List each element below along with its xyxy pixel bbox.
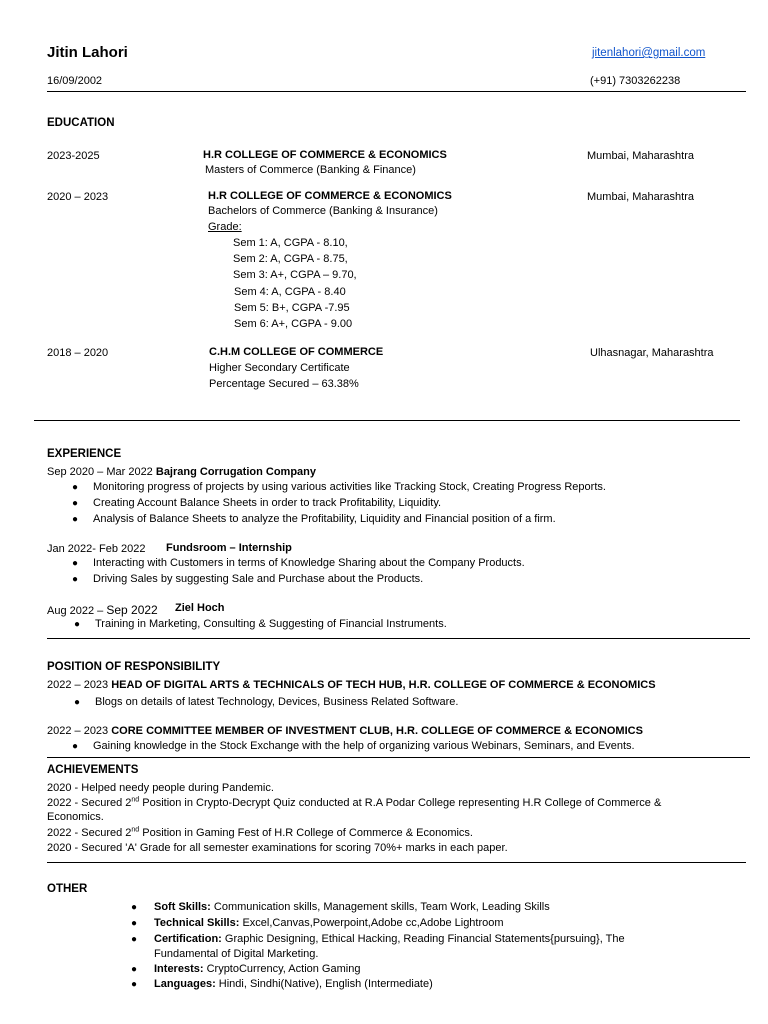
edu-1-degree: Masters of Commerce (Banking & Finance) (205, 164, 416, 176)
edu-2-school: H.R COLLEGE OF COMMERCE & ECONOMICS (208, 190, 452, 202)
bullet-icon: ● (72, 514, 79, 525)
other-technical-skills-text: Excel,Canvas,Powerpoint,Adobe cc,Adobe Lightroom (239, 917, 504, 929)
header-divider (47, 91, 746, 92)
experience-heading: EXPERIENCE (47, 448, 122, 460)
ordinal-suffix: nd (131, 796, 140, 804)
achievement-2-text-rest: Position in Crypto-Decrypt Quiz conducted at R.A Podar College representing H.R College of Commerce & (139, 797, 662, 809)
bullet-icon: ● (72, 741, 79, 752)
other-languages (154, 978, 433, 990)
grade-label: Grade: (208, 221, 242, 233)
job-3-bullet-1: Training in Marketing, Consulting & Suggesting of Financial Instruments. (95, 618, 447, 630)
other-certification-text: Graphic Designing, Ethical Hacking, Reading Financial Statements{pursuing}, The (221, 933, 625, 945)
bullet-icon: ● (74, 697, 81, 708)
other-soft-skills (154, 901, 550, 913)
por-heading: POSITION OF RESPONSIBILITY (47, 661, 221, 673)
edu-1-years: 2023-2025 (47, 150, 100, 162)
other-interests (154, 963, 360, 975)
grade-sem-5: Sem 5: B+, CGPA -7.95 (234, 302, 350, 314)
other-certification-label: Certification: (154, 933, 222, 945)
edu-2-years: 2020 – 2023 (47, 191, 109, 203)
por-2-role: CORE COMMITTEE MEMBER OF INVESTMENT CLUB, H.R. COLLEGE OF COMMERCE & ECONOMICS (111, 725, 643, 737)
grade-sem-3: Sem 3: A+, CGPA – 9.70, (233, 269, 357, 281)
job-1-bullet-2: Creating Account Balance Sheets in order to track Profitability, Liquidity. (93, 497, 442, 509)
achievement-2-continued: Economics. (47, 811, 104, 823)
por-divider (47, 757, 750, 758)
achievement-3-text: 2022 - Secured 2 (47, 827, 132, 839)
edu-3-years: 2018 – 2020 (47, 347, 109, 359)
job-1-bullet-1: Monitoring progress of projects by using various activities like Tracking Stock, Creating Progress Reports. (93, 481, 606, 493)
bullet-icon: ● (72, 482, 79, 493)
experience-divider (47, 638, 750, 639)
por-2-bullet: Gaining knowledge in the Stock Exchange with the help of organizing various Webinars, Seminars, and Events. (93, 740, 635, 752)
job-2-bullet-1: Interacting with Customers in terms of Knowledge Sharing about the Company Products. (93, 557, 525, 569)
bullet-icon: ● (72, 574, 79, 585)
job-2-period: Jan 2022- Feb 2022 (47, 543, 146, 555)
edu-3-degree: Higher Secondary Certificate (209, 362, 350, 374)
ordinal-suffix: nd (131, 826, 140, 834)
other-heading: OTHER (47, 883, 88, 895)
edu-3-location: Ulhasnagar, Maharashtra (590, 347, 714, 359)
job-3-company: Ziel Hoch (175, 602, 225, 614)
por-1-bullet: Blogs on details of latest Technology, Devices, Business Related Software. (95, 696, 459, 708)
por-1-role: HEAD OF DIGITAL ARTS & TECHNICALS OF TECH HUB, H.R. COLLEGE OF COMMERCE & ECONOMICS (111, 679, 656, 691)
candidate-name: Jitin Lahori (47, 44, 128, 61)
bullet-icon: ● (74, 619, 81, 630)
bullet-icon: ● (72, 558, 79, 569)
bullet-icon: ● (131, 934, 138, 945)
edu-1-school: H.R COLLEGE OF COMMERCE & ECONOMICS (203, 149, 447, 161)
por-1-header (47, 679, 656, 691)
phone-number: (+91) 7303262238 (590, 75, 681, 87)
edu-2-location: Mumbai, Maharashtra (587, 191, 694, 203)
achievement-3 (47, 827, 473, 839)
grade-sem-2: Sem 2: A, CGPA - 8.75, (233, 253, 348, 265)
other-technical-skills (154, 917, 504, 929)
edu-1-location: Mumbai, Maharashtra (587, 150, 694, 162)
other-technical-skills-label: Technical Skills: (154, 917, 240, 929)
grade-sem-6: Sem 6: A+, CGPA - 9.00 (234, 318, 353, 330)
job-2-company: Fundsroom – Internship (166, 542, 292, 554)
achievement-4: 2020 - Secured 'A' Grade for all semester examinations for scoring 70%+ marks in each paper. (47, 842, 508, 854)
bullet-icon: ● (131, 902, 138, 913)
achievement-2-text: 2022 - Secured 2 (47, 797, 132, 809)
achievements-divider (47, 862, 746, 863)
other-certification (154, 933, 625, 945)
other-certification-continued: Fundamental of Digital Marketing. (154, 948, 319, 960)
edu-3-school: C.H.M COLLEGE OF COMMERCE (209, 346, 384, 358)
achievement-1: 2020 - Helped needy people during Pandemic. (47, 782, 274, 794)
achievement-2 (47, 797, 661, 809)
job-1-bullet-3: Analysis of Balance Sheets to analyze the Profitability, Liquidity and Financial position of a firm. (93, 513, 556, 525)
achievement-3-text-rest: Position in Gaming Fest of H.R College of Commerce & Economics. (139, 827, 473, 839)
achievements-heading: ACHIEVEMENTS (47, 764, 139, 776)
bullet-icon: ● (131, 979, 138, 990)
job-2-bullet-2: Driving Sales by suggesting Sale and Purchase about the Products. (93, 573, 424, 585)
edu-3-percentage: Percentage Secured – 63.38% (209, 378, 359, 390)
other-languages-label: Languages: (154, 978, 216, 990)
job-1-period: Sep 2020 – Mar 2022 (47, 466, 153, 478)
bullet-icon: ● (72, 498, 79, 509)
por-2-period: 2022 – 2023 (47, 725, 109, 737)
bullet-icon: ● (131, 964, 138, 975)
por-1-period: 2022 – 2023 (47, 679, 109, 691)
job-3-period-end: Sep 2022 (106, 603, 158, 617)
bullet-icon: ● (131, 918, 138, 929)
other-soft-skills-text: Communication skills, Management skills, Team Work, Leading Skills (210, 901, 550, 913)
grade-sem-1: Sem 1: A, CGPA - 8.10, (233, 237, 348, 249)
education-heading: EDUCATION (47, 117, 115, 129)
education-divider (34, 420, 740, 421)
grade-sem-4: Sem 4: A, CGPA - 8.40 (234, 286, 346, 298)
edu-2-degree: Bachelors of Commerce (Banking & Insurance) (208, 205, 438, 217)
job-1-header (47, 466, 316, 478)
por-2-header (47, 725, 643, 737)
other-interests-label: Interests: (154, 963, 204, 975)
job-1-company: Bajrang Corrugation Company (155, 466, 316, 478)
job-3-period (47, 603, 158, 617)
email-link[interactable]: jitenlahori@gmail.com (592, 47, 706, 59)
date-of-birth: 16/09/2002 (47, 75, 103, 87)
other-soft-skills-label: Soft Skills: (154, 901, 211, 913)
other-languages-text: Hindi, Sindhi(Native), English (Intermediate) (215, 978, 433, 990)
other-interests-text: CryptoCurrency, Action Gaming (203, 963, 361, 975)
job-3-period-start: Aug 2022 – (47, 605, 107, 617)
